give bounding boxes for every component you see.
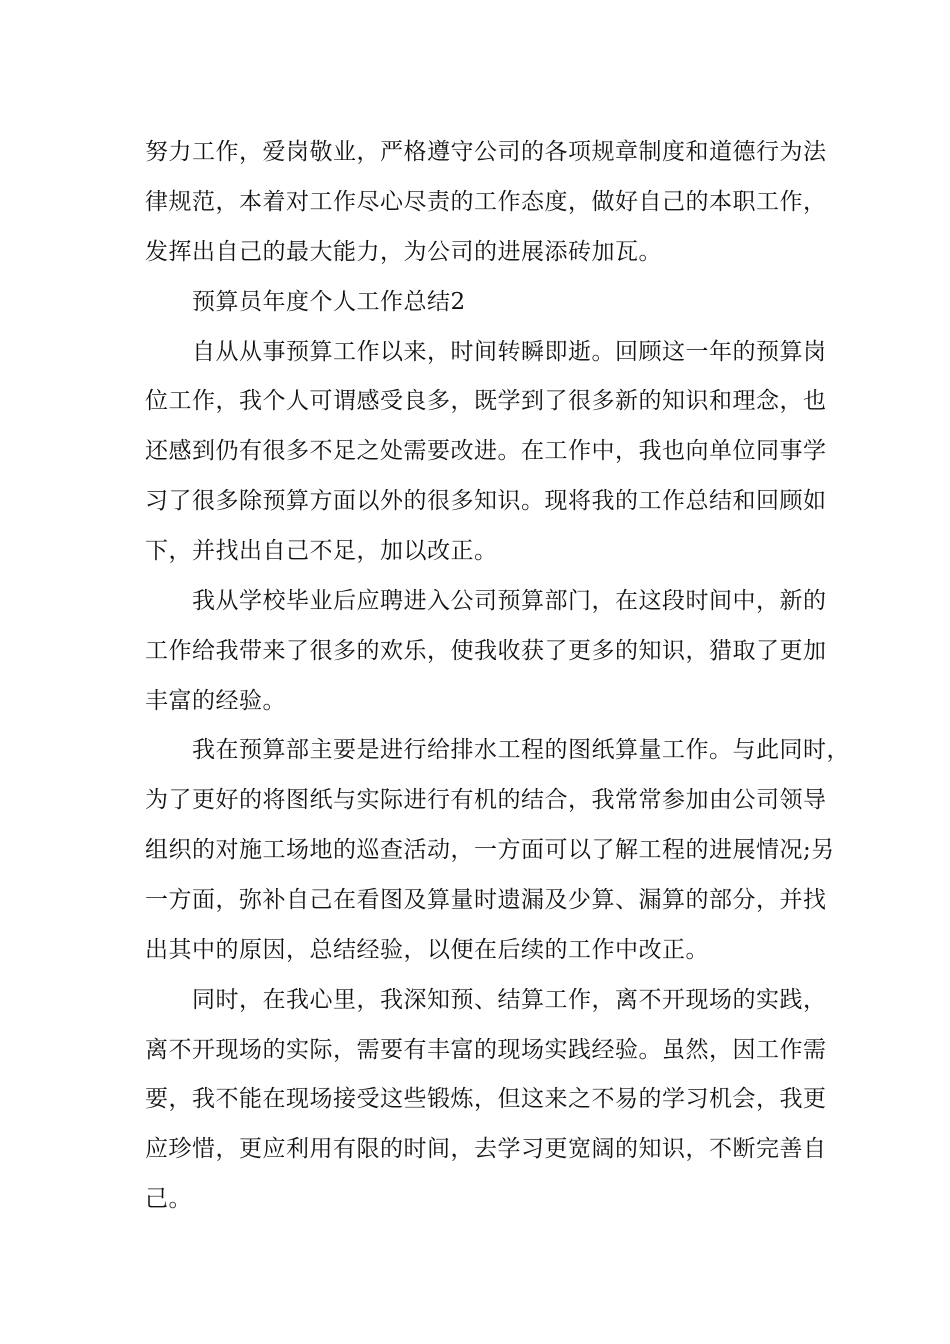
text-line: 出其中的原因，总结经验，以便在后续的工作中改正。 <box>145 937 709 963</box>
text-line: 要，我不能在现场接受这些锻炼，但这来之不易的学习机会，我更 <box>145 1086 827 1112</box>
text-line: 律规范，本着对工作尽心尽责的工作态度，做好自己的本职工作， <box>145 189 827 215</box>
text-line: 为了更好的将图纸与实际进行有机的结合，我常常参加由公司领导 <box>145 787 827 813</box>
text-line: 同时，在我心里，我深知预、结算工作，离不开现场的实践， <box>192 987 827 1013</box>
text-line: 还感到仍有很多不足之处需要改进。在工作中，我也向单位同事学 <box>145 438 827 464</box>
text-line: 一方面，弥补自己在看图及算量时遗漏及少算、漏算的部分，并找 <box>145 887 827 913</box>
text-line: 位工作，我个人可谓感受良多，既学到了很多新的知识和理念，也 <box>145 388 827 414</box>
text-line: 我从学校毕业后应聘进入公司预算部门，在这段时间中，新的 <box>192 588 827 614</box>
text-line: 我在预算部主要是进行给排水工程的图纸算量工作。与此同时， <box>192 737 850 763</box>
text-line: 工作给我带来了很多的欢乐，使我收获了更多的知识，猎取了更加 <box>145 638 827 664</box>
text-line: 己。 <box>145 1186 192 1212</box>
text-line: 习了很多除预算方面以外的很多知识。现将我的工作总结和回顾如 <box>145 488 827 514</box>
text-line: 应珍惜，更应利用有限的时间，去学习更宽阔的知识，不断完善自 <box>145 1136 827 1162</box>
text-line: 努力工作，爱岗敬业，严格遵守公司的各项规章制度和道德行为法 <box>145 139 827 165</box>
text-line: 离不开现场的实际，需要有丰富的现场实践经验。虽然，因工作需 <box>145 1037 827 1063</box>
text-line: 发挥出自己的最大能力，为公司的进展添砖加瓦。 <box>145 239 662 265</box>
text-line: 组织的对施工场地的巡查活动，一方面可以了解工程的进展情况;另 <box>145 837 835 863</box>
text-line: 丰富的经验。 <box>145 688 286 714</box>
text-line: 下，并找出自己不足，加以改正。 <box>145 538 498 564</box>
text-line: 自从从事预算工作以来，时间转瞬即逝。回顾这一年的预算岗 <box>192 339 827 365</box>
section-heading: 预算员年度个人工作总结2 <box>192 289 466 315</box>
